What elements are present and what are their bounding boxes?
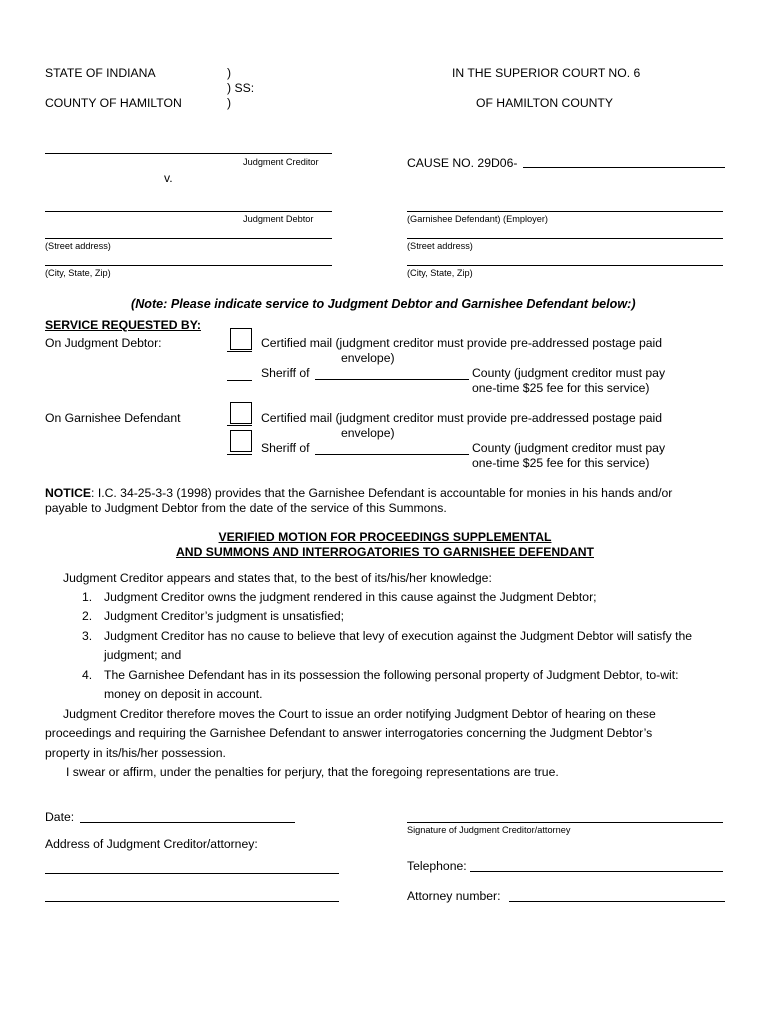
- cause-number-field[interactable]: [523, 167, 725, 168]
- garnishee-city-label: (City, State, Zip): [407, 268, 473, 278]
- address-label: Address of Judgment Creditor/attorney:: [45, 837, 258, 851]
- paren-3: ): [227, 96, 232, 110]
- notice-line-2: payable to Judgment Debtor from the date of the service of this Summons.: [45, 501, 447, 515]
- date-label: Date:: [45, 810, 75, 824]
- notice-text-1: : I.C. 34-25-3-3 (1998) provides that the Garnishee Defendant is accountable for monies in his hands and/or: [91, 486, 673, 500]
- on-debtor-label: On Judgment Debtor:: [45, 336, 162, 350]
- debtor-name-line[interactable]: [45, 211, 332, 212]
- garnishee-certified-underline: [227, 425, 252, 426]
- item-2-text: Judgment Creditor’s judgment is unsatisfied;: [104, 609, 345, 623]
- attorney-number-label: Attorney number:: [407, 889, 501, 903]
- item-3-num: 3.: [82, 629, 93, 643]
- debtor-label: Judgment Debtor: [243, 214, 314, 224]
- notice-line-1: [45, 486, 672, 500]
- item-1-num: 1.: [82, 590, 93, 604]
- paren-1: ): [227, 66, 232, 80]
- court-county-heading: OF HAMILTON COUNTY: [476, 96, 614, 110]
- debtor-certified-text-2: envelope): [341, 351, 395, 365]
- garnishee-city-line[interactable]: [407, 265, 723, 266]
- debtor-sheriff-checkbox-line[interactable]: [227, 380, 252, 381]
- garnishee-label: (Garnishee Defendant) (Employer): [407, 214, 548, 224]
- garnishee-sheriff-checkbox[interactable]: [230, 430, 252, 452]
- debtor-street-line[interactable]: [45, 238, 332, 239]
- date-field[interactable]: [80, 822, 295, 823]
- request-line-3: property in its/his/her possession.: [45, 746, 226, 760]
- address-line-2[interactable]: [45, 901, 339, 902]
- garnishee-fee-text: one-time $25 fee for this service): [472, 456, 650, 470]
- county-heading: COUNTY OF HAMILTON: [45, 96, 182, 110]
- item-4-cont: money on deposit in account.: [104, 687, 263, 701]
- item-4-num: 4.: [82, 668, 93, 682]
- telephone-field[interactable]: [470, 871, 723, 872]
- court-heading: IN THE SUPERIOR COURT NO. 6: [452, 66, 641, 80]
- debtor-city-label: (City, State, Zip): [45, 268, 111, 278]
- address-line-1[interactable]: [45, 873, 339, 874]
- garnishee-street-line[interactable]: [407, 238, 723, 239]
- notice-label: NOTICE: [45, 486, 92, 500]
- creditor-name-line[interactable]: [45, 153, 332, 154]
- item-2-num: 2.: [82, 609, 93, 623]
- debtor-fee-text: one-time $25 fee for this service): [472, 381, 650, 395]
- debtor-certified-underline: [227, 351, 252, 352]
- garnishee-certified-text: Certified mail (judgment creditor must provide pre-addressed postage paid: [261, 411, 663, 425]
- motion-title-1: VERIFIED MOTION FOR PROCEEDINGS SUPPLEMENTAL: [218, 530, 552, 544]
- debtor-street-label: (Street address): [45, 241, 111, 251]
- item-1-text: Judgment Creditor owns the judgment rendered in this cause against the Judgment Debtor;: [104, 590, 597, 604]
- debtor-county-text: County (judgment creditor must pay: [472, 366, 666, 380]
- garnishee-street-label: (Street address): [407, 241, 473, 251]
- signature-label: Signature of Judgment Creditor/attorney: [407, 825, 571, 835]
- telephone-label: Telephone:: [407, 859, 467, 873]
- motion-intro: Judgment Creditor appears and states that, to the best of its/his/her knowledge:: [63, 571, 492, 585]
- debtor-sheriff-label: Sheriff of: [261, 366, 310, 380]
- request-line-2: proceedings and requiring the Garnishee Defendant to answer interrogatories concerning the Judgment Debtor’s: [45, 726, 653, 740]
- debtor-city-line[interactable]: [45, 265, 332, 266]
- signature-line[interactable]: [407, 822, 723, 823]
- debtor-sheriff-county-field[interactable]: [315, 379, 469, 380]
- garnishee-sheriff-underline: [227, 454, 252, 455]
- attorney-number-field[interactable]: [509, 901, 725, 902]
- item-4-text: The Garnishee Defendant has in its possession the following personal property of Judgment Debtor, to-wit:: [104, 668, 679, 682]
- garnishee-sheriff-county-field[interactable]: [315, 454, 469, 455]
- creditor-label: Judgment Creditor: [243, 157, 319, 167]
- cause-number-label: CAUSE NO. 29D06-: [407, 156, 518, 170]
- ss-mark: ) SS:: [227, 81, 255, 95]
- service-heading: SERVICE REQUESTED BY:: [45, 318, 201, 332]
- item-3-cont: judgment; and: [104, 648, 182, 662]
- motion-title-2: AND SUMMONS AND INTERROGATORIES TO GARNISHEE DEFENDANT: [175, 545, 594, 559]
- state-heading: STATE OF INDIANA: [45, 66, 156, 80]
- service-note: (Note: Please indicate service to Judgment Debtor and Garnishee Defendant below:): [131, 297, 636, 311]
- garnishee-county-text: County (judgment creditor must pay: [472, 441, 666, 455]
- debtor-certified-checkbox[interactable]: [230, 328, 252, 350]
- versus-label: v.: [164, 171, 173, 185]
- garnishee-certified-text-2: envelope): [341, 426, 395, 440]
- garnishee-certified-checkbox[interactable]: [230, 402, 252, 424]
- on-garnishee-label: On Garnishee Defendant: [45, 411, 181, 425]
- garnishee-name-line[interactable]: [407, 211, 723, 212]
- garnishee-sheriff-label: Sheriff of: [261, 441, 310, 455]
- swear-statement: I swear or affirm, under the penalties for perjury, that the foregoing representations are true.: [66, 765, 559, 779]
- item-3-text: Judgment Creditor has no cause to believe that levy of execution against the Judgment Debtor will satisfy the: [104, 629, 693, 643]
- debtor-certified-text: Certified mail (judgment creditor must provide pre-addressed postage paid: [261, 336, 663, 350]
- request-line-1: Judgment Creditor therefore moves the Court to issue an order notifying Judgment Debtor of hearing on these: [63, 707, 656, 721]
